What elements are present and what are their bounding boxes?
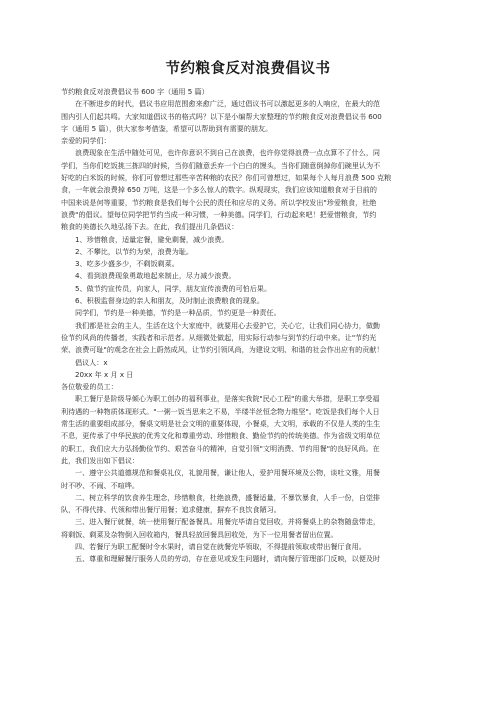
body-line: 粮食的美德长久地弘扬下去。在此，我们提出几条倡议： (61, 222, 239, 232)
body-line: 荣、浪费可耻"的观念在社会上蔚然成风，让节约引领风尚，为建设文明、和谐的社会作出应有的贡献！ (61, 345, 384, 355)
body-line: 20xx 年 x 月 x 日 (75, 369, 134, 379)
body-line: 常生活的重要组成部分，餐桌文明是社会文明的重要体现，小餐桌，大文明，承载的不仅是人类的生生 (61, 419, 381, 429)
body-line: 好吃的白米饭的时候，你们可曾想过那些辛苦种粮的农民？你们可曾想过，如果每个人每月浪费 500 克粮 (61, 173, 392, 183)
body-line: 队，不得代排、代领和带出餐厅用餐；追求健康，摒弃不良饮食陋习。 (61, 505, 281, 515)
body-line: 围内引人们起共鸣。大家知道倡议书的格式吗？以下是小编帮大家整理的节约粮食反对浪费倡议书 600 (61, 111, 382, 121)
document-title: 节约粮食反对浪费倡议书 (165, 61, 331, 77)
body-line: 同学们，节约是一种美德，节约是一种品质，节约更是一种责任。 (75, 308, 281, 318)
body-line: 5、做节约宣传员，向家人，同学，朋友宣传浪费的可怕后果。 (75, 283, 272, 293)
body-line: 节约粮食反对浪费倡议书 600 字（通用 5 篇） (61, 87, 209, 96)
body-line: 浪费现象在生活中随处可见，也许你意识不到自己在浪费，也许你觉得浪费一点点算不了什么，同 (75, 148, 381, 158)
body-line: 的职工，我们应大力弘扬勤俭节约、艰苦奋斗的精神，自觉引领"文明消费、节约用餐"的良好风尚。在 (61, 443, 380, 453)
body-line: 倡议人：x (75, 357, 108, 367)
body-line: 食，一年就会浪费掉 650 万吨，这是一个多么惊人的数字。纵观现实，我们应该知道粮食对于目前的 (61, 185, 377, 195)
body-line: 二、树立科学的饮食养生理念，珍惜粮食，杜绝浪费，盛餐适量，不暴饮暴食，人手一份，自觉排 (75, 492, 381, 502)
body-line: 学们，当你们吃饭挑三拣四的时候，当你们随意丢弃一个白白的馒头，当你们随意倒掉你们碗里认为不 (61, 160, 381, 170)
body-line: 亲爱的同学们： (61, 136, 111, 146)
body-line: 在不断进步的时代，倡议书应用范围愈来愈广泛，通过倡议书可以激起更多的人响应，在最大的范 (75, 99, 381, 109)
body-line: 将剩饭、剩菜及杂物倒入回收箱内，餐具轻放回餐具回收处，为下一位用餐者留出位置。 (61, 529, 338, 539)
body-line: 利待遇的一种物质体现形式。"一粥一饭当思来之不易，半缕半丝恒念物力维坚"。吃饭是我们每个人日 (61, 406, 380, 416)
body-line: 五、尊重和理解餐厅服务人员的劳动，存在意见或发生问题时，请向餐厅管理部门反映，以便及时 (75, 554, 381, 564)
body-line: 时不吵、不闹、不喧哗。 (61, 480, 140, 490)
body-line: 各位敬爱的员工： (61, 382, 118, 392)
body-line: 一、遵守公共道德规范和餐桌礼仪，礼貌用餐，谦让他人，爱护用餐环境及公物，谈吐文雅，用餐 (75, 468, 381, 478)
body-line: 不息，更传承了中华民族的优秀文化和尊重劳动、珍惜粮食、勤俭节约的传统美德。作为省级文明单位 (61, 431, 381, 441)
body-line: 4、看到浪费现象勇敢地起来制止，尽力减少浪费。 (75, 271, 236, 281)
body-line: 中国来说是何等重要，节约粮食是我们每个公民的责任和应尽的义务。所以学校发出"珍爱粮食，杜绝 (61, 197, 377, 207)
body-line: 我们都是社会的主人，生活在这个大家庭中，就要用心去爱护它，关心它，让我们同心协力，做勤 (75, 320, 381, 330)
body-line: 三、进入餐厅就餐，统一使用餐厅配备餐具。用餐完毕请自觉回收，并将餐桌上的杂物随盘带走， (75, 517, 381, 527)
body-line: 2、不攀比，以节约为荣，浪费为耻。 (75, 246, 194, 256)
body-line: 四、若餐厅为职工配餐时令水果时，请自觉在就餐完毕领取，不得提前领取或带出餐厅食用。 (75, 541, 366, 551)
body-line: 字（通用 5 篇），供大家参考借鉴，希望可以帮助到有需要的朋友。 (61, 123, 273, 133)
body-line: 3、吃多少盛多少，不剩饭剩菜。 (75, 259, 179, 269)
body-line: 俭节约风尚的传播者，实践者和示范者。从细微处做起，用实际行动参与到节约行动中来。让"节约光 (61, 332, 377, 342)
body-line: 1、珍惜粮食，适量定餐，避免剩餐，减少浪费。 (75, 234, 229, 244)
body-line: 职工餐厅是阶级导倾心为职工创办的福利事业，是落实我院"民心工程"的重大举措，是职工享受福 (75, 394, 380, 404)
document-body (61, 86, 456, 566)
body-line: 浪费"的倡议。望每位同学把节约当成一种习惯，一种美德。同学们，行动起来吧！把爱惜粮食，节约 (61, 209, 377, 219)
body-line: 6、积极监督身边的亲人和朋友，及时制止浪费粮食的现象。 (75, 296, 264, 306)
body-line: 此，我们发出如下倡议： (61, 455, 140, 465)
